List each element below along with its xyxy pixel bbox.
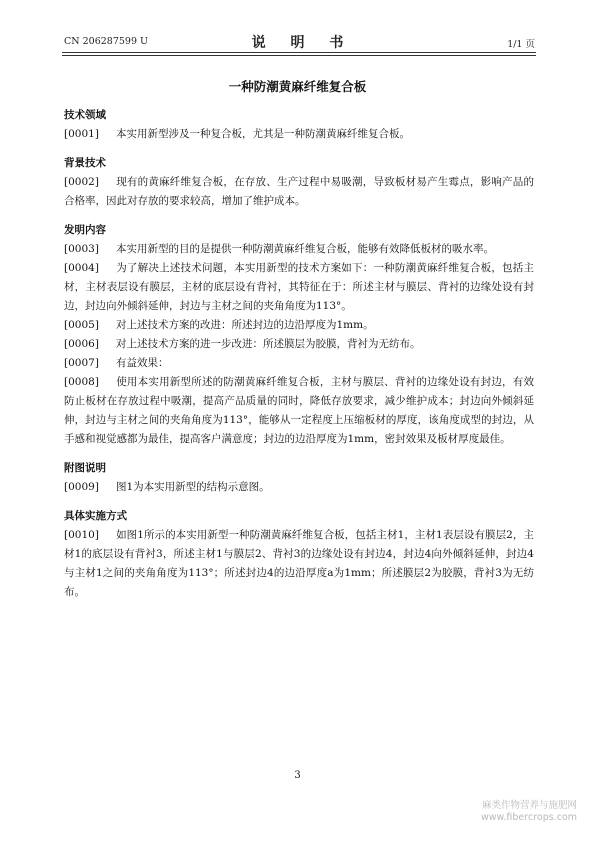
paragraph-number: [0004] bbox=[64, 262, 99, 274]
section bbox=[64, 221, 534, 449]
section-heading: 技术领域 bbox=[64, 109, 106, 121]
page-indicator: 1/1 页 bbox=[507, 39, 535, 50]
paragraph-number: [0005] bbox=[64, 319, 99, 331]
header-rule-bottom bbox=[62, 55, 536, 56]
paragraph-number: [0008] bbox=[64, 376, 99, 388]
section-heading: 具体实施方式 bbox=[64, 510, 127, 522]
watermark-line-2: www.fibercrops.com bbox=[480, 812, 577, 823]
section-heading: 背景技术 bbox=[64, 157, 106, 169]
paragraph-text: 对上述技术方案的改进：所述封边的边沿厚度为1mm。 bbox=[116, 319, 374, 331]
paragraph-text: 对上述技术方案的进一步改进：所述膜层为胶膜，背衬为无纺布。 bbox=[116, 338, 421, 350]
paragraph bbox=[64, 240, 534, 259]
paragraph-number: [0006] bbox=[64, 338, 99, 350]
section-heading: 附图说明 bbox=[64, 462, 106, 474]
paragraph-number: [0010] bbox=[64, 529, 99, 541]
watermark bbox=[481, 800, 577, 824]
page-number: 3 bbox=[294, 770, 301, 781]
paragraph-number: [0001] bbox=[64, 128, 99, 140]
watermark-line-1: 麻类作物营养与施肥网 bbox=[481, 800, 577, 811]
paragraph bbox=[64, 373, 534, 449]
paragraph bbox=[64, 335, 534, 354]
paragraph-text: 为了解决上述技术问题，本实用新型的技术方案如下：一种防潮黄麻纤维复合板，包括主材，主材表层设有膜层，主材的底层设有背衬，其特征在于：所述主材与膜层、背衬的边缘处设有封边，封边向外倾斜延伸，封边与主材之间的夹角角度为113°。 bbox=[64, 262, 534, 312]
section bbox=[64, 459, 534, 497]
paragraph-text: 有益效果： bbox=[116, 357, 169, 369]
paragraph bbox=[64, 354, 534, 373]
paragraph bbox=[64, 259, 534, 316]
section-heading: 发明内容 bbox=[64, 224, 106, 236]
header-rule-top bbox=[62, 52, 536, 53]
paragraph bbox=[64, 125, 534, 144]
section bbox=[64, 106, 534, 144]
paragraph bbox=[64, 173, 534, 211]
paragraph bbox=[64, 316, 534, 335]
patent-number: CN 206287599 U bbox=[64, 36, 149, 47]
paragraph-number: [0003] bbox=[64, 243, 99, 255]
paragraph-text: 本实用新型涉及一种复合板，尤其是一种防潮黄麻纤维复合板。 bbox=[116, 128, 410, 140]
section bbox=[64, 154, 534, 211]
paragraph-text: 图1为本实用新型的结构示意图。 bbox=[116, 481, 270, 493]
paragraph-text: 现有的黄麻纤维复合板，在存放、生产过程中易吸潮，导致板材易产生霉点，影响产品的合格率，因此对存放的要求较高，增加了维护成本。 bbox=[64, 176, 534, 207]
document-body bbox=[64, 96, 534, 602]
paragraph-text: 如图1所示的本实用新型一种防潮黄麻纤维复合板，包括主材1，主材1表层设有膜层2，主材1的底层设有背衬3，所述主材1与膜层2、背衬3的边缘处设有封边4，封边4向外倾斜延伸，封边4与主材1之间的夹角角度为113°；所述封边4的边沿厚度a为1mm；所述膜层2为胶膜，背衬3为无纺布。 bbox=[64, 529, 534, 598]
document-title: 一种防潮黄麻纤维复合板 bbox=[228, 79, 367, 94]
paragraph-number: [0002] bbox=[64, 176, 99, 188]
paragraph bbox=[64, 478, 534, 497]
paragraph-number: [0009] bbox=[64, 481, 99, 493]
paragraph-text: 使用本实用新型所述的防潮黄麻纤维复合板，主材与膜层、背衬的边缘处设有封边，有效防止板材在存放过程中吸潮，提高产品质量的同时，降低存放要求，减少维护成本；封边向外倾斜延伸，封边与主材之间的夹角角度为113°，能够从一定程度上压缩板材的厚度，该角度成型的封边，从手感和视觉感都为最佳，提高客户满意度；封边的边沿厚度为1mm，密封效果及板材厚度最佳。 bbox=[64, 376, 534, 445]
paragraph bbox=[64, 526, 534, 602]
section bbox=[64, 507, 534, 602]
paragraph-text: 本实用新型的目的是提供一种防潮黄麻纤维复合板，能够有效降低板材的吸水率。 bbox=[116, 243, 494, 255]
paragraph-number: [0007] bbox=[64, 357, 99, 369]
document-type-heading: 说 明 书 bbox=[251, 35, 354, 51]
